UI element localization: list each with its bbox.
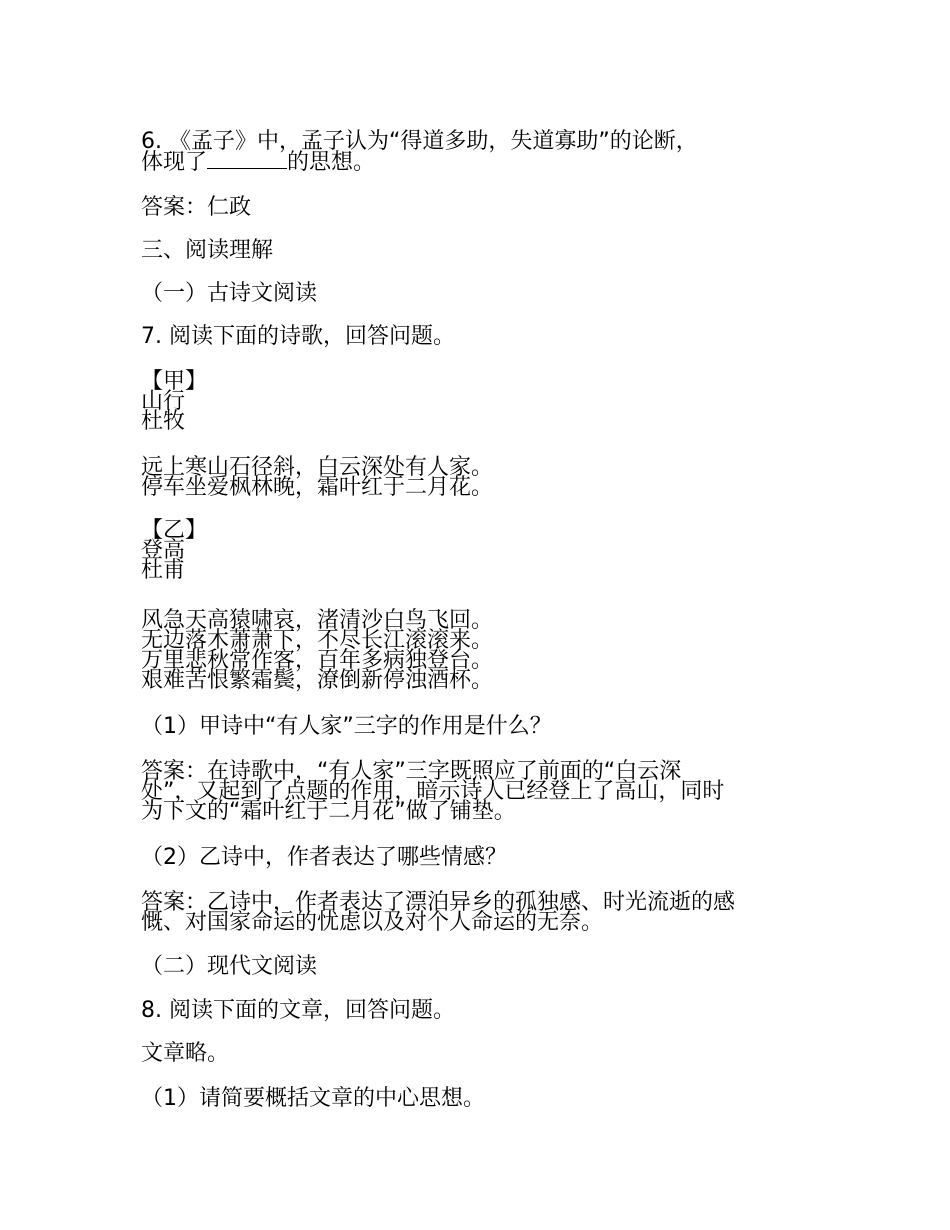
poem-b-title: 登高 [141, 538, 186, 563]
fill-in-blank [207, 152, 287, 169]
section-title: 三、阅读理解 [141, 238, 274, 263]
q7-sub2-question: （2）乙诗中，作者表达了哪些情感？ [141, 845, 507, 870]
poem-line: 无边落木萧萧下，不尽长江滚滚来。 [141, 628, 494, 653]
answer-line: 为下文的“霜叶红于二月花”做了铺垫。 [141, 799, 516, 824]
answer-line: 处”，又起到了点题的作用，暗示诗人已经登上了高山，同时 [141, 779, 725, 804]
q8-prompt: 8. 阅读下面的文章，回答问题。 [141, 998, 455, 1023]
q6-line2-post: 的思想。 [287, 150, 376, 175]
poem-a-author: 杜牧 [141, 409, 186, 434]
q6-line2 [141, 152, 375, 173]
poem-line: 风急天高猿啸哀，渚清沙白鸟飞回。 [141, 608, 494, 633]
q6-answer: 答案：仁政 [141, 195, 252, 220]
q6-line2-pre: 体现了 [141, 150, 208, 175]
q6-line1: 6. 《孟子》中，孟子认为“得道多助，失道寡助”的论断， [141, 129, 698, 154]
poem-line: 艰难苦恨繁霜鬓，潦倒新停浊酒杯。 [141, 668, 494, 693]
poem-b-marker: 【乙】 [141, 518, 208, 543]
q7-prompt: 7. 阅读下面的诗歌，回答问题。 [141, 324, 455, 349]
poem-a-marker: 【甲】 [141, 369, 208, 394]
answer-line: 答案：在诗歌中，“有人家”三字既照应了前面的“白云深 [141, 759, 682, 784]
poem-line: 停车坐爱枫林晚，霜叶红于二月花。 [141, 475, 494, 500]
answer-line: 慨、对国家命运的忧虑以及对个人命运的无奈。 [141, 910, 604, 935]
answer-line: 答案：乙诗中，作者表达了漂泊异乡的孤独感、时光流逝的感 [141, 890, 736, 915]
poem-b-author: 杜甫 [141, 558, 186, 583]
q8-sub1-question: （1）请简要概括文章的中心思想。 [141, 1086, 485, 1111]
subsection-title: （一）古诗文阅读 [141, 281, 318, 306]
subsection-title: （二）现代文阅读 [141, 954, 318, 979]
q8-article: 文章略。 [141, 1041, 230, 1066]
poem-a-title: 山行 [141, 389, 186, 414]
poem-line: 万里悲秋常作客，百年多病独登台。 [141, 648, 494, 673]
q7-sub1-question: （1）甲诗中“有人家”三字的作用是什么？ [141, 714, 552, 739]
poem-line: 远上寒山石径斜，白云深处有人家。 [141, 455, 494, 480]
